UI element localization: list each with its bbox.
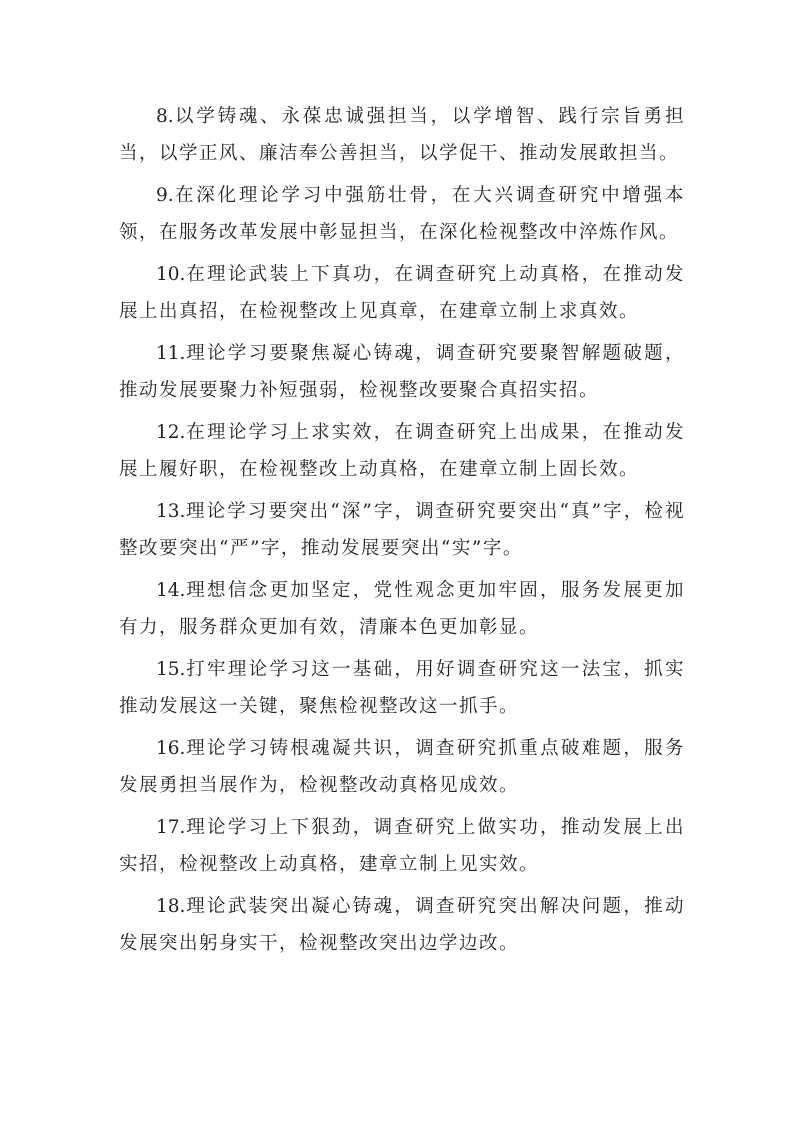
- paragraph-12: [119, 414, 685, 488]
- document-body: [119, 98, 685, 967]
- paragraph-number: 11.: [156, 343, 186, 364]
- paragraph-number: 8.: [156, 106, 174, 127]
- paragraph-text: 以学铸魂、永葆忠诚强担当，以学增智、践行宗旨勇担当，以学正风、廉洁奉公善担当，以学促干、推动发展敢担当。: [119, 106, 685, 164]
- paragraph-text: 理论学习要聚焦凝心铸魂，调查研究要聚智解题破题，推动发展要聚力补短强弱，检视整改要聚合真招实招。: [119, 343, 685, 401]
- paragraph-number: 18.: [156, 896, 186, 917]
- paragraph-number: 10.: [156, 264, 186, 285]
- paragraph-number: 12.: [156, 422, 186, 443]
- paragraph-number: 15.: [156, 659, 186, 680]
- paragraph-number: 17.: [156, 817, 186, 838]
- paragraph-13: [119, 493, 685, 567]
- paragraph-number: 13.: [156, 501, 186, 522]
- paragraph-text: 在理论武装上下真功，在调查研究上动真格，在推动发展上出真招，在检视整改上见真章，在建章立制上求真效。: [119, 264, 685, 322]
- paragraph-number: 9.: [156, 185, 174, 206]
- paragraph-text: 理论学习铸根魂凝共识，调查研究抓重点破难题，服务发展勇担当展作为，检视整改动真格见成效。: [119, 738, 685, 796]
- paragraph-17: [119, 809, 685, 883]
- paragraph-10: [119, 256, 685, 330]
- paragraph-8: [119, 98, 685, 172]
- paragraph-text: 在理论学习上求实效，在调查研究上出成果，在推动发展上履好职，在检视整改上动真格，在建章立制上固长效。: [119, 422, 685, 480]
- paragraph-number: 14.: [156, 580, 186, 601]
- paragraph-text: 在深化理论学习中强筋壮骨，在大兴调查研究中增强本领，在服务改革发展中彰显担当，在深化检视整改中淬炼作风。: [119, 185, 685, 243]
- paragraph-number: 16.: [156, 738, 186, 759]
- paragraph-14: [119, 572, 685, 646]
- paragraph-9: [119, 177, 685, 251]
- paragraph-18: [119, 888, 685, 962]
- paragraph-11: [119, 335, 685, 409]
- paragraph-text: 理论武装突出凝心铸魂，调查研究突出解决问题，推动发展突出躬身实干，检视整改突出边学边改。: [119, 896, 685, 954]
- paragraph-text: 打牢理论学习这一基础，用好调查研究这一法宝，抓实推动发展这一关键，聚焦检视整改这一抓手。: [119, 659, 685, 717]
- paragraph-text: 理想信念更加坚定，党性观念更加牢固，服务发展更加有力，服务群众更加有效，清廉本色更加彰显。: [119, 580, 685, 638]
- paragraph-16: [119, 730, 685, 804]
- paragraph-text: 理论学习上下狠劲，调查研究上做实功，推动发展上出实招，检视整改上动真格，建章立制上见实效。: [119, 817, 685, 875]
- paragraph-15: [119, 651, 685, 725]
- paragraph-text: 理论学习要突出“深”字，调查研究要突出“真”字，检视整改要突出“严”字，推动发展要突出“实”字。: [119, 501, 685, 559]
